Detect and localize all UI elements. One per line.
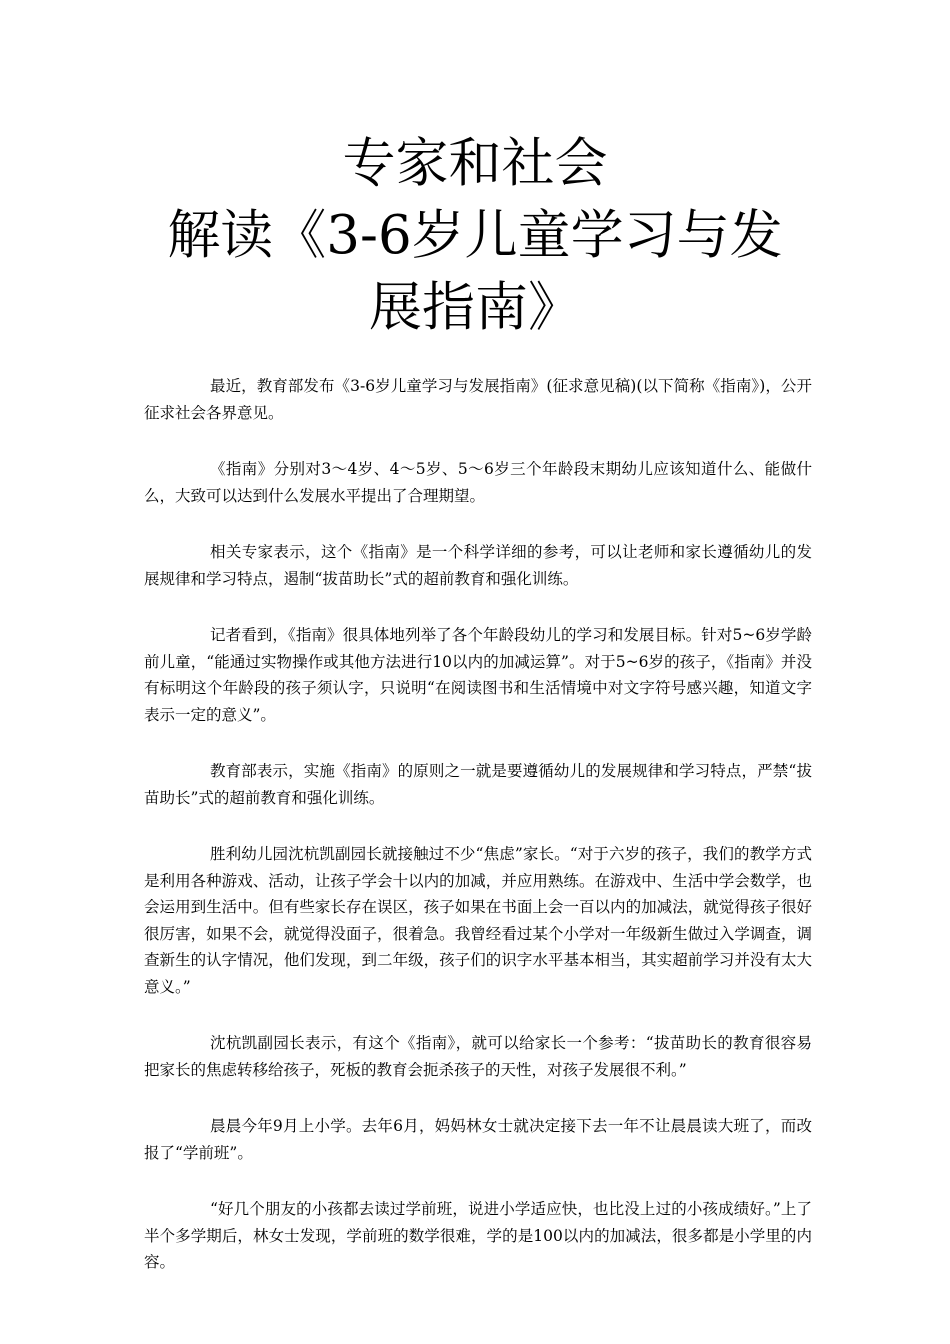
body-paragraph: 教育部表示，实施《指南》的原则之一就是要遵循幼儿的发展规律和学习特点，严禁“拔苗助长”式的超前教育和强化训练。 <box>144 762 812 807</box>
body-paragraph: “好几个朋友的小孩都去读过学前班，说进小学适应快，也比没上过的小孩成绩好。”上了半个多学期后，林女士发现，学前班的数学很难，学的是100以内的加减法，很多都是小学里的内容。 <box>144 1200 812 1271</box>
title-line: 专家和社会 <box>342 133 608 194</box>
title-line: 解读《3-6岁儿童学习与发 <box>167 205 783 266</box>
article-body <box>144 373 812 1306</box>
body-paragraph: 最近，教育部发布《3-6岁儿童学习与发展指南》(征求意见稿)(以下简称《指南》)，公开征求社会各界意见。 <box>144 377 812 422</box>
body-paragraph: 记者看到，《指南》很具体地列举了各个年龄段幼儿的学习和发展目标。针对5~6岁学龄前儿童，“能通过实物操作或其他方法进行10以内的加减运算”。对于5~6岁的孩子，《指南》并没有标明这个年龄段的孩子须认字，只说明“在阅读图书和生活情境中对文字符号感兴趣，知道文字表示一定的意义”。 <box>144 626 812 724</box>
body-paragraph: 《指南》分别对3～4岁、4～5岁、5～6岁三个年龄段末期幼儿应该知道什么、能做什么，大致可以达到什么发展水平提出了合理期望。 <box>144 460 812 505</box>
body-paragraph: 胜利幼儿园沈杭凯副园长就接触过不少“焦虑”家长。“对于六岁的孩子，我们的教学方式是利用各种游戏、活动，让孩子学会十以内的加减，并应用熟练。在游戏中、生活中学会数学，也会运用到生活中。但有些家长存在误区，孩子如果在书面上会一百以内的加减法，就觉得孩子很好很厉害，如果不会，就觉得没面子，很着急。我曾经看过某个小学对一年级新生做过入学调查，调查新生的认字情况，他们发现，到二年级，孩子们的识字水平基本相当，其实超前学习并没有太大意义。” <box>144 845 812 996</box>
title-line: 展指南》 <box>369 277 581 338</box>
body-paragraph: 晨晨今年9月上小学。去年6月，妈妈林女士就决定接下去一年不让晨晨读大班了，而改报了“学前班”。 <box>144 1117 812 1162</box>
document-title <box>120 128 830 344</box>
body-paragraph: 相关专家表示，这个《指南》是一个科学详细的参考，可以让老师和家长遵循幼儿的发展规律和学习特点，遏制“拔苗助长”式的超前教育和强化训练。 <box>144 543 812 588</box>
body-paragraph: 沈杭凯副园长表示，有这个《指南》，就可以给家长一个参考：“拔苗助长的教育很容易把家长的焦虑转移给孩子，死板的教育会扼杀孩子的天性，对孩子发展很不利。” <box>144 1034 812 1079</box>
